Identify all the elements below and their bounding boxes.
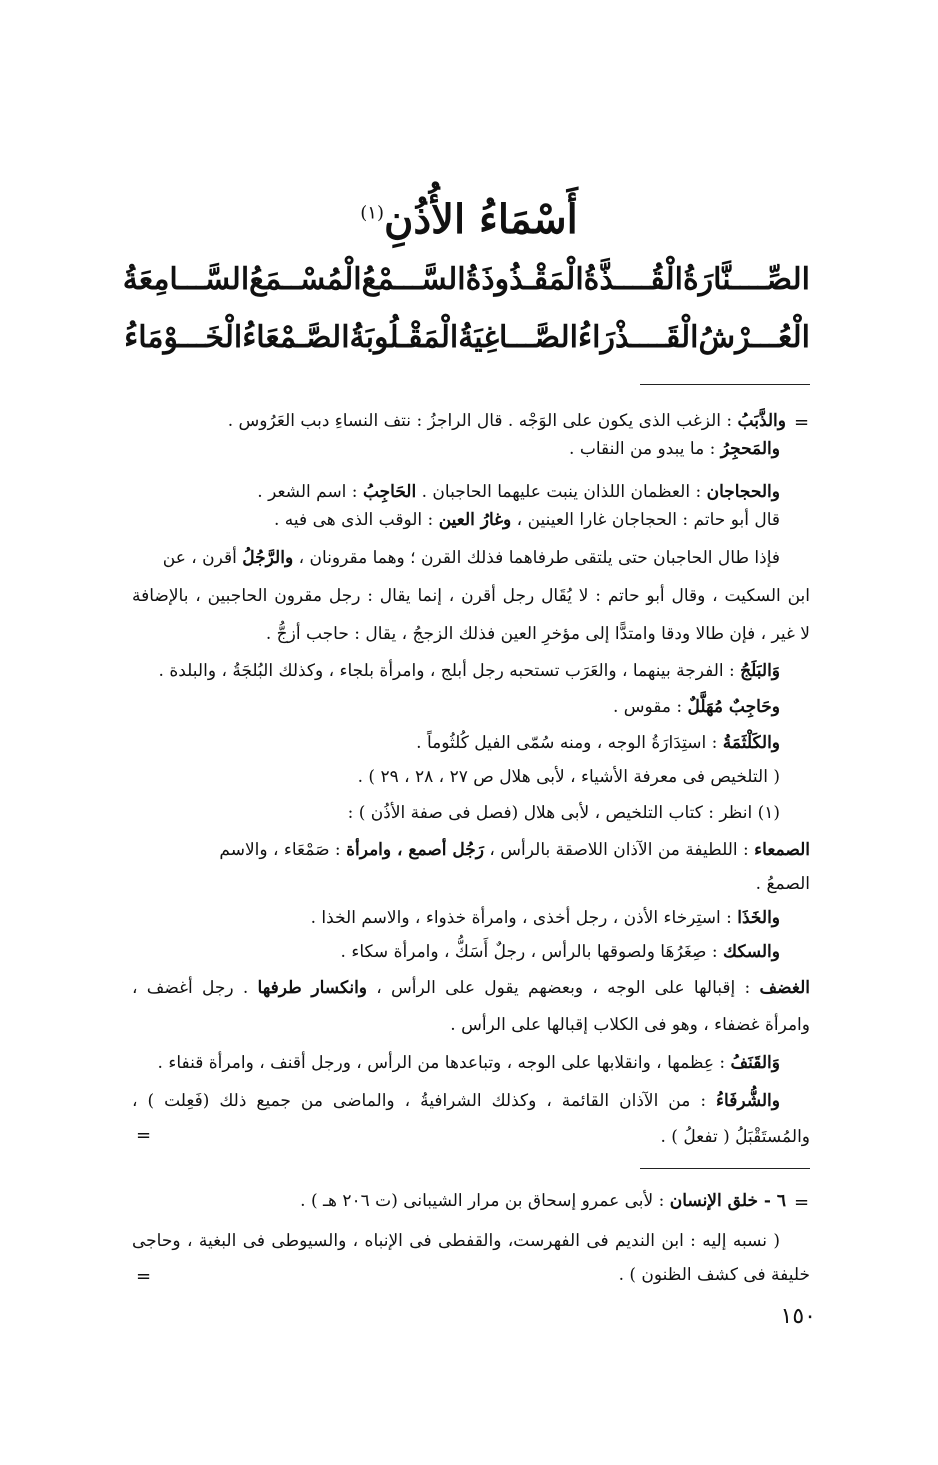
term-bold: والحجاجان [706, 482, 780, 502]
line-text: ابن السكيت ، وقال أبو حاتم : لا يُقَال رجل أقرن ، إنما يقال : رجل مقرون الحاجبين ، بالإضافة [132, 586, 810, 606]
text-line [660, 1124, 810, 1150]
text-line [613, 694, 780, 720]
text-line [341, 939, 780, 965]
text-line [228, 408, 786, 434]
text-line [163, 545, 780, 571]
line-text: : صَمْعَاء ، والاسم [219, 840, 347, 860]
line-text: : من الآذان القائمة ، وكذلك الشرافيةُ ، والماضى من جميع ذلك (فَعِلت ) ، [132, 1091, 717, 1111]
text-line [132, 975, 810, 1001]
term-bold: والرَّجُلُ [242, 548, 294, 568]
line-text: : لأبى عمرو إسحاق بن مرار الشيبانى (ت ٢٠٦ هـ ) . [300, 1191, 670, 1211]
text-line [132, 583, 810, 609]
name-item: الْعُـــرْشُ [698, 320, 810, 355]
divider-top [640, 384, 810, 385]
line-text: خليفة فى كشف الظنون ) . [618, 1265, 810, 1285]
term-bold: والكَلْثَمَةُ [722, 733, 780, 753]
names-row-1 [122, 262, 810, 297]
line-text: لا غير ، فإن طالا ودقا وامتدًّا إلى مؤخرِ العين فذلك الزججُ ، يقال : حاجب أزجُّ . [265, 624, 810, 644]
term-bold: والمَحجِرُ [720, 439, 780, 459]
line-text: : ما يبدو من النقاب . [569, 439, 721, 459]
line-text: (١) انظر : كتاب التلخيص ، لأبى هلال (فصل فى صفة الأذُن ) : [347, 803, 780, 823]
text-line [311, 905, 780, 931]
text-line [274, 507, 780, 533]
name-item: الصِّــــنَّارَةُ [682, 262, 810, 297]
text-line [348, 800, 780, 826]
term-bold: وغارُ العين [438, 510, 512, 530]
name-item: السَّـــمْعُ [361, 262, 466, 297]
term-bold: والسكك [723, 942, 780, 962]
text-line [450, 1012, 810, 1038]
text-line [619, 1262, 810, 1288]
term-bold: الحَاجِبُ [362, 482, 417, 502]
line-text: : صِغَرُهَا ولصوقها بالرأس ، رجلٌ أَسَكُّ ، وامرأة سكاء . [340, 942, 723, 962]
line-text: ( التلخيص فى معرفة الأشياء ، لأبى هلال ص ٢٧ ، ٢٨ ، ٢٩ ) . [357, 767, 780, 787]
name-item: الْمَقْـلُوبَةُ [349, 320, 459, 355]
line-text: . رجل أغضف ، [132, 978, 258, 998]
line-text: : الزغب الذى يكون على الوَجْه . قال الراجزُ : نتف النساءِ دبب العَرُوس . [227, 411, 738, 431]
name-item: الْمَقْـذُوذَةُ [465, 262, 584, 297]
line-text: والمُستَقْبَلُ ( تفعلُ ) . [660, 1127, 810, 1147]
line-text: فإذا طال الحاجبان حتى يلتقى طرفاهما فذلك القرن ؛ وهما مقرونان ، [293, 548, 780, 568]
line-text: : العظمان اللذان ينبت عليهما الحاجبان . [416, 482, 707, 502]
title-text: أَسْمَاءُ الأُذُنِ [383, 196, 578, 243]
continuation-mark: = [136, 1266, 152, 1287]
text-line [158, 1050, 780, 1076]
term-bold: والخَذَا [737, 908, 780, 928]
text-line [219, 837, 810, 863]
line-text: الصمعُ . [755, 874, 810, 894]
text-line [416, 730, 780, 756]
line-text: : مقوس . [612, 697, 688, 717]
text-line [132, 1228, 780, 1254]
term-bold: وحَاجِبٌ مُهَلَّلٌ [687, 697, 780, 717]
page-number: ١٥٠ [780, 1304, 816, 1329]
line-text: وامرأة غضفاء ، وهو فى الكلاب إقبالها على الرأس . [450, 1015, 810, 1035]
name-item: السَّـــامِعَةُ [122, 262, 250, 297]
line-text: : عِظمها ، وانقلابها على الوجه ، وتباعدها من الرأس ، ورجل أقنف ، وامرأة قنفاء . [157, 1053, 731, 1073]
line-text: : إقبالها على الوجه ، وبعضهم يقول على الرأس ، [367, 978, 760, 998]
divider-footnote [640, 1168, 810, 1169]
text-line [358, 764, 780, 790]
name-item: الصَّـــاغِيَةُ [458, 320, 579, 355]
names-row-2 [124, 320, 810, 355]
text-line [569, 436, 780, 462]
name-item: الْخَـــوْمَاءُ [124, 320, 243, 355]
term-bold: الغضف [759, 978, 810, 998]
line-text: : اللطيفة من الآذان اللاصقة بالرأس ، [483, 840, 755, 860]
line-text: ( نسبه إليه : ابن النديم فى الفهرست، والقفطى فى الإنباه ، والسيوطى فى البغية ، وحاجى [132, 1231, 780, 1251]
text-line [756, 871, 810, 897]
page-title [0, 196, 938, 243]
name-item: الْقَــــذْرَاءُ [578, 320, 699, 355]
continuation-mark: = [136, 1125, 152, 1146]
title-footnote-ref: (١) [360, 202, 384, 224]
line-text: قال أبو حاتم : الحجاجان غارا العينين ، [511, 510, 780, 530]
term-bold: الصمعاء [754, 840, 810, 860]
continuation-mark: = [794, 412, 810, 433]
name-item: الْقُــــذَّةُ [583, 262, 683, 297]
name-item: الْمُسْــمَعُ [249, 262, 362, 297]
text-line [159, 658, 780, 684]
term-bold: والشُّرفَاءُ [716, 1091, 780, 1111]
term-bold: وَالبَلَجُ [740, 661, 780, 681]
continuation-mark: = [794, 1192, 810, 1213]
text-line [266, 621, 810, 647]
line-text: : استِدَارَةُ الوجه ، ومنه سُمّى الفيل كُلثُوماً . [416, 733, 723, 753]
term-bold: رَجُل أصمع ، وامرأة [346, 840, 484, 860]
term-bold: ٦ - خلق الإنسان [669, 1191, 786, 1211]
term-bold: والذَّبَبُ [737, 411, 786, 431]
line-text: : الفرجة بينهما ، والعَرَب تستحبه رجل أبلج ، وامرأة بلجاء ، وكذلك البُلجَةُ ، والبلدة . [158, 661, 741, 681]
term-bold: وَالقَنَفُ [730, 1053, 780, 1073]
line-text: : الوقب الذى هى فيه . [273, 510, 439, 530]
text-line [257, 479, 780, 505]
line-text: أقرن ، عن [162, 548, 243, 568]
text-line [300, 1188, 786, 1214]
name-item: الصَّـمْعَاءُ [242, 320, 350, 355]
text-line [132, 1088, 780, 1114]
line-text: : استِرخاء الأذن ، رجل أخذى ، وامرأة خذواء ، والاسم الخذا . [310, 908, 738, 928]
term-bold: وانكسار طرفها [257, 978, 367, 998]
line-text: : اسم الشعر . [257, 482, 363, 502]
